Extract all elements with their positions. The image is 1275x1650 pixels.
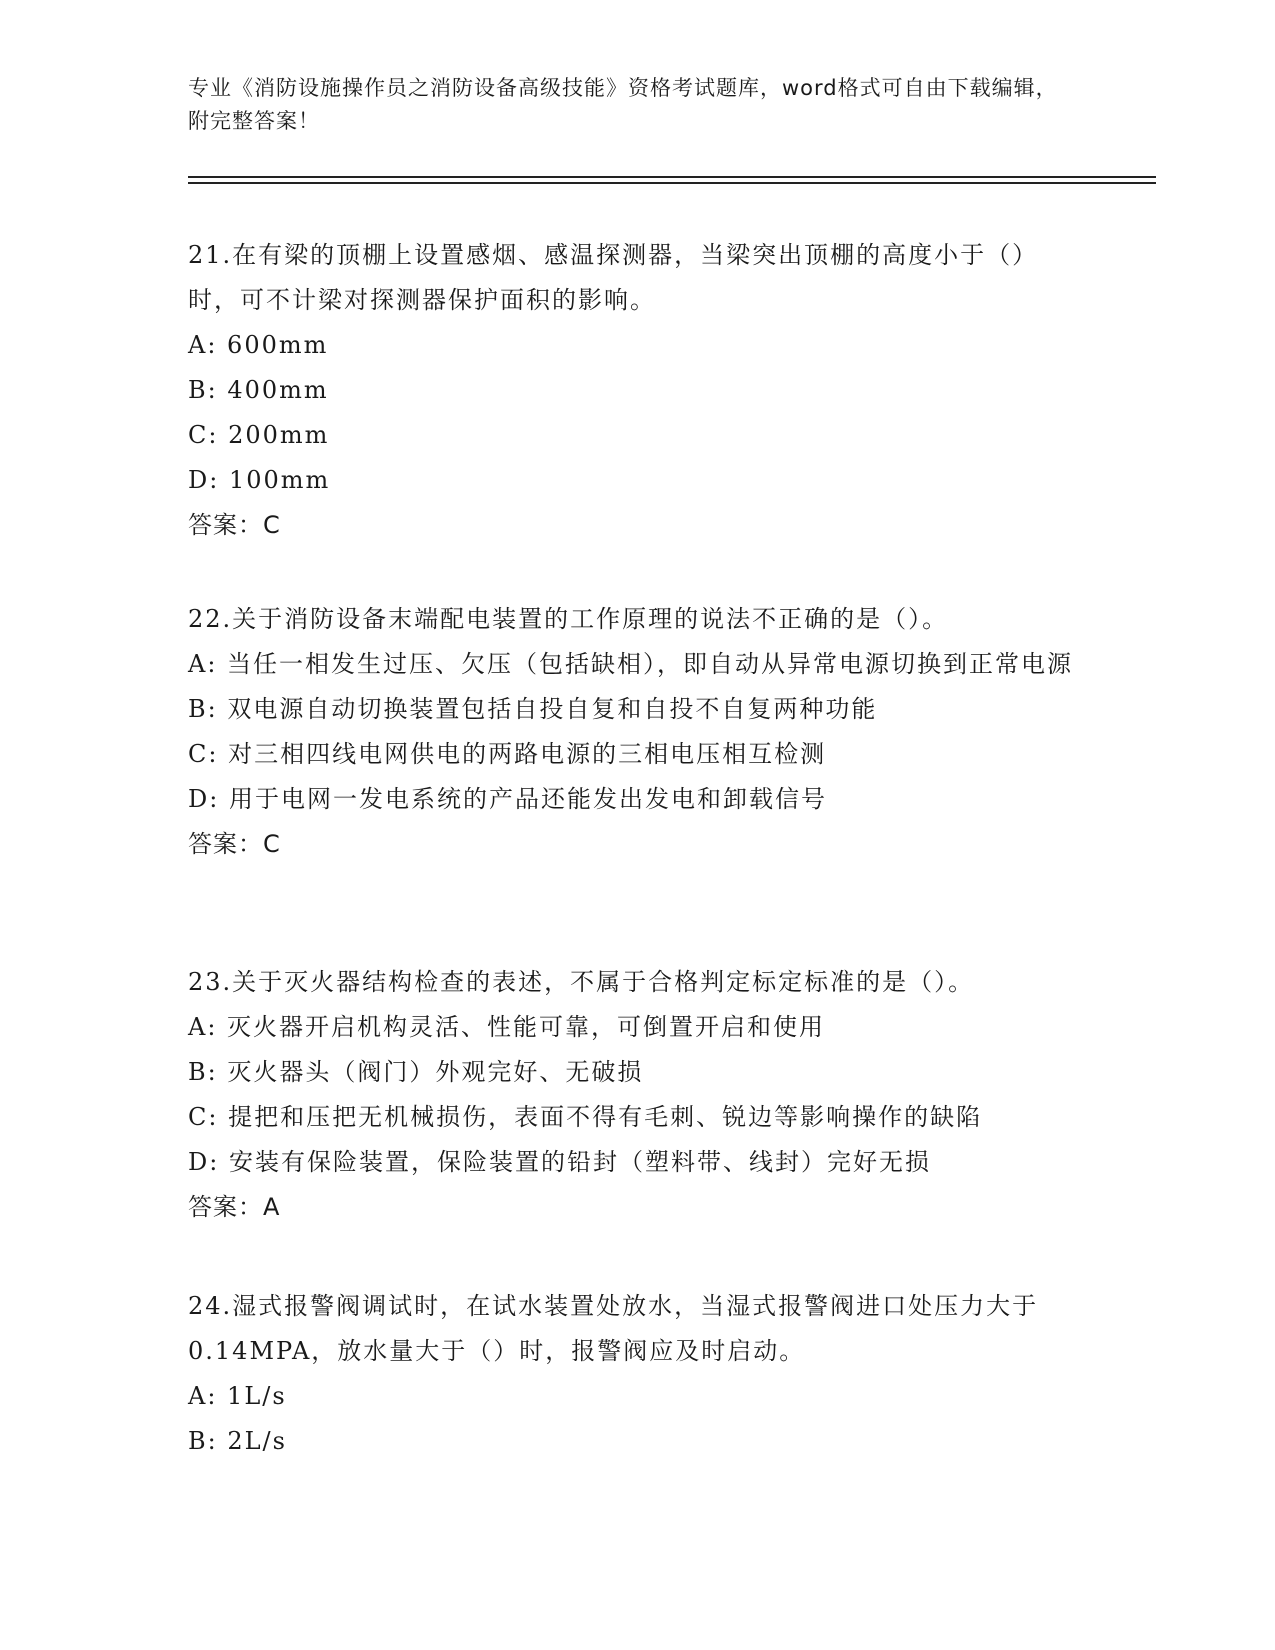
question-stem: 24.湿式报警阀调试时，在试水装置处放水，当湿式报警阀进口处压力大于0.14MPA，放水量大于（）时，报警阀应及时启动。 xyxy=(188,1292,1039,1365)
option-d: D: 安装有保险装置，保险装置的铅封（塑料带、线封）完好无损 xyxy=(188,1148,931,1176)
question-22 xyxy=(188,597,1088,867)
question-stem: 21.在有梁的顶棚上设置感烟、感温探测器，当梁突出顶棚的高度小于（）时，可不计梁对探测器保护面积的影响。 xyxy=(188,241,1039,314)
question-stem: 23.关于灭火器结构检查的表述，不属于合格判定标定标准的是（）。 xyxy=(188,968,975,996)
option-c: C: 200mm xyxy=(188,421,330,449)
option-b: B: 双电源自动切换装置包括自投自复和自投不自复两种功能 xyxy=(188,695,878,723)
question-23 xyxy=(188,960,1088,1230)
answer-line: 答案：A xyxy=(188,1193,281,1221)
option-c: C: 对三相四线电网供电的两路电源的三相电压相互检测 xyxy=(188,740,827,768)
header-divider-bottom xyxy=(188,182,1156,184)
option-a: A: 600mm xyxy=(188,331,329,359)
question-24 xyxy=(188,1284,1088,1464)
option-c: C: 提把和压把无机械损伤，表面不得有毛刺、锐边等影响操作的缺陷 xyxy=(188,1103,983,1131)
option-b: B: 400mm xyxy=(188,376,329,404)
answer-line: 答案：C xyxy=(188,511,281,539)
option-d: D: 用于电网一发电系统的产品还能发出发电和卸载信号 xyxy=(188,785,827,813)
option-d: D: 100mm xyxy=(188,466,331,494)
option-b: B: 灭火器头（阀门）外观完好、无破损 xyxy=(188,1058,644,1086)
answer-line: 答案：C xyxy=(188,830,281,858)
option-a: A: 当任一相发生过压、欠压（包括缺相），即自动从异常电源切换到正常电源 xyxy=(188,650,1074,678)
question-stem: 22.关于消防设备末端配电装置的工作原理的说法不正确的是（）。 xyxy=(188,605,949,633)
document-header: 专业《消防设施操作员之消防设备高级技能》资格考试题库，word格式可自由下载编辑，附完整答案！ xyxy=(188,76,1058,133)
option-a: A: 灭火器开启机构灵活、性能可靠，可倒置开启和使用 xyxy=(188,1013,826,1041)
option-a: A: 1L/s xyxy=(188,1382,287,1410)
option-b: B: 2L/s xyxy=(188,1427,287,1455)
question-21 xyxy=(188,233,1088,548)
header-divider-top xyxy=(188,176,1156,178)
